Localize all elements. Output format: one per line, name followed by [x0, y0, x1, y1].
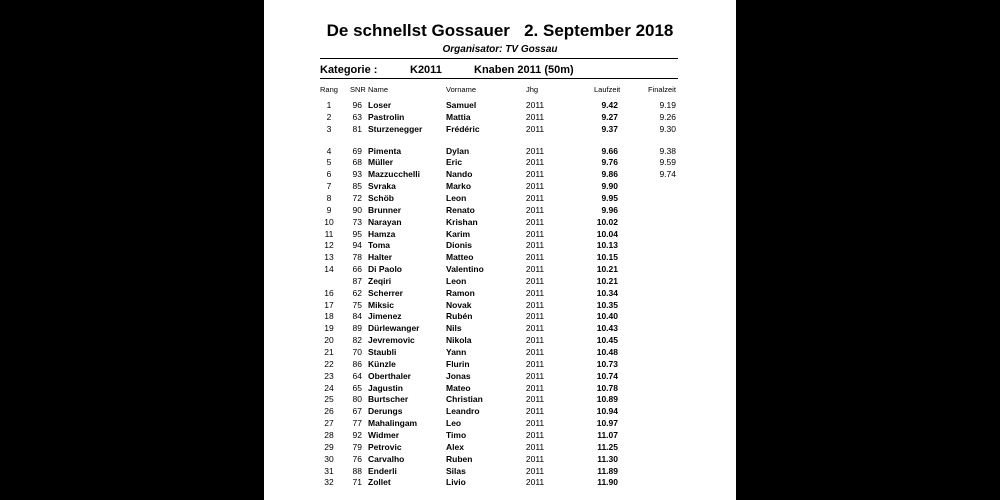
cell-name: Oberthaler — [368, 370, 411, 381]
cell-jhg: 2011 — [525, 453, 545, 464]
cell-vorname: Jonas — [446, 370, 471, 381]
table-row — [264, 240, 736, 252]
cell-jhg: 2011 — [525, 123, 545, 134]
cell-rang: 10 — [324, 216, 334, 227]
cell-laufzeit: 10.35 — [596, 299, 618, 310]
cell-finalzeit: 9.30 — [659, 123, 676, 134]
cell-laufzeit: 10.34 — [596, 287, 618, 298]
cell-name: Sturzenegger — [368, 123, 423, 134]
cell-rang: 3 — [326, 123, 332, 134]
cell-vorname: Samuel — [446, 100, 477, 110]
cell-name: Staubli — [368, 347, 397, 357]
header-snr: SNR — [350, 85, 366, 94]
cell-snr: 93 — [352, 169, 362, 180]
cell-laufzeit: 11.90 — [597, 477, 618, 488]
cell-jhg: 2011 — [525, 323, 545, 334]
results-page — [264, 0, 736, 500]
cell-jhg: 2011 — [525, 418, 545, 429]
cell-vorname: Alex — [446, 441, 464, 452]
table-row — [264, 169, 736, 181]
cell-vorname: Mattia — [446, 111, 471, 122]
cell-laufzeit: 10.78 — [596, 382, 618, 393]
cell-jhg: 2011 — [525, 181, 545, 192]
cell-laufzeit: 9.42 — [601, 100, 618, 110]
cell-jhg: 2011 — [525, 370, 545, 381]
cell-name: Pimenta — [368, 145, 402, 156]
cell-name: Widmer — [368, 429, 400, 440]
cell-rang: 9 — [326, 204, 332, 215]
cell-rang: 21 — [324, 347, 334, 357]
divider-bottom — [320, 78, 678, 79]
cell-jhg: 2011 — [525, 477, 545, 488]
cell-snr: 66 — [352, 264, 362, 275]
cell-name: Scherrer — [368, 287, 403, 298]
table-row — [264, 442, 736, 454]
cell-rang: 19 — [324, 323, 334, 334]
cell-name: Loser — [368, 100, 392, 110]
header-jhg: Jhg — [526, 85, 539, 94]
cell-jhg: 2011 — [525, 465, 545, 476]
cell-rang: 2 — [326, 111, 332, 122]
cell-vorname: Renato — [446, 204, 475, 215]
cell-vorname: Valentino — [446, 264, 484, 275]
table-row — [264, 335, 736, 347]
cell-rang: 4 — [326, 145, 332, 156]
cell-jhg: 2011 — [525, 441, 545, 452]
cell-name: Halter — [368, 252, 393, 263]
cell-jhg: 2011 — [525, 264, 545, 275]
cell-laufzeit: 10.97 — [596, 418, 618, 429]
cell-vorname: Marko — [446, 181, 472, 192]
cell-laufzeit: 9.95 — [601, 192, 618, 203]
cell-snr: 64 — [352, 370, 362, 381]
table-row — [264, 205, 736, 217]
cell-name: Petrovic — [368, 441, 402, 452]
cell-laufzeit: 11.89 — [597, 465, 618, 476]
cell-jhg: 2011 — [525, 358, 545, 369]
table-row — [264, 100, 736, 112]
cell-vorname: Nikola — [446, 335, 472, 346]
cell-laufzeit: 10.45 — [596, 335, 618, 346]
cell-finalzeit: 9.26 — [659, 111, 676, 122]
cell-rang: 32 — [324, 477, 334, 488]
cell-rang: 25 — [324, 394, 334, 405]
cell-jhg: 2011 — [525, 299, 545, 310]
cell-vorname: Novak — [446, 299, 472, 310]
cell-laufzeit: 9.27 — [601, 111, 618, 122]
cell-laufzeit: 10.21 — [596, 275, 618, 286]
cell-name: Jevremovic — [368, 335, 415, 346]
cell-snr: 75 — [352, 299, 362, 310]
table-row — [264, 300, 736, 312]
cell-vorname: Flurin — [446, 358, 470, 369]
cell-vorname: Krishan — [446, 216, 478, 227]
cell-rang: 5 — [326, 157, 332, 168]
cell-name: Mahalingam — [368, 418, 418, 429]
table-row — [264, 157, 736, 169]
cell-rang: 23 — [324, 370, 334, 381]
cell-finalzeit: 9.19 — [659, 100, 676, 110]
table-row — [264, 264, 736, 276]
cell-name: Derungs — [368, 406, 403, 417]
category-description: Knaben 2011 (50m) — [474, 64, 574, 76]
header-laufzeit: Laufzeit — [594, 85, 621, 94]
cell-jhg: 2011 — [525, 252, 545, 263]
cell-jhg: 2011 — [525, 382, 545, 393]
cell-vorname: Leon — [446, 275, 467, 286]
table-row — [264, 406, 736, 418]
table-row — [264, 112, 736, 124]
cell-rang: 11 — [324, 228, 334, 239]
cell-rang: 16 — [324, 287, 334, 298]
cell-snr: 81 — [352, 123, 362, 134]
cell-snr: 63 — [352, 111, 362, 122]
table-row — [264, 146, 736, 158]
cell-snr: 79 — [352, 441, 362, 452]
organizer-line: Organisator: TV Gossau — [442, 44, 558, 55]
cell-laufzeit: 9.86 — [601, 169, 618, 180]
cell-rang: 1 — [326, 100, 332, 110]
cell-jhg: 2011 — [525, 169, 545, 180]
header-name: Name — [368, 85, 389, 94]
cell-name: Enderli — [368, 465, 397, 476]
cell-snr: 77 — [352, 418, 362, 429]
cell-jhg: 2011 — [525, 406, 545, 417]
cell-laufzeit: 9.66 — [601, 145, 618, 156]
cell-laufzeit: 10.02 — [596, 216, 618, 227]
cell-jhg: 2011 — [525, 157, 545, 168]
cell-rang: 20 — [324, 335, 334, 346]
cell-snr: 73 — [352, 216, 362, 227]
cell-snr: 85 — [352, 181, 362, 192]
cell-jhg: 2011 — [525, 240, 545, 251]
table-row — [264, 252, 736, 264]
cell-vorname: Nando — [446, 169, 473, 180]
cell-rang: 27 — [324, 418, 334, 429]
cell-jhg: 2011 — [525, 429, 545, 440]
cell-laufzeit: 10.15 — [596, 252, 618, 263]
cell-snr: 84 — [352, 311, 362, 322]
cell-snr: 90 — [352, 204, 362, 215]
table-row — [264, 181, 736, 193]
table-row — [264, 311, 736, 323]
cell-jhg: 2011 — [525, 192, 545, 203]
table-row — [264, 276, 736, 288]
table-row — [264, 193, 736, 205]
cell-snr: 70 — [352, 347, 362, 357]
cell-rang: 18 — [324, 311, 334, 322]
table-row — [264, 454, 736, 466]
cell-vorname: Ruben — [446, 453, 473, 464]
table-row — [264, 418, 736, 430]
cell-rang: 26 — [324, 406, 334, 417]
cell-snr: 65 — [352, 382, 362, 393]
cell-snr: 72 — [352, 192, 362, 203]
cell-laufzeit: 10.73 — [596, 358, 618, 369]
header-vorname: Vorname — [446, 85, 477, 94]
cell-jhg: 2011 — [525, 228, 545, 239]
cell-laufzeit: 10.48 — [596, 347, 618, 357]
cell-rang: 14 — [324, 264, 334, 275]
cell-vorname: Dionis — [446, 240, 472, 251]
cell-rang: 12 — [324, 240, 334, 251]
cell-laufzeit: 11.07 — [597, 429, 618, 440]
cell-vorname: Yann — [446, 347, 467, 357]
table-row — [264, 359, 736, 371]
cell-rang: 17 — [324, 299, 334, 310]
cell-vorname: Eric — [446, 157, 463, 168]
cell-vorname: Silas — [446, 465, 466, 476]
table-row — [264, 217, 736, 229]
cell-name: Narayan — [368, 216, 402, 227]
cell-name: Di Paolo — [368, 264, 403, 275]
cell-vorname: Dylan — [446, 145, 470, 156]
cell-rang: 8 — [326, 192, 332, 203]
divider-top — [320, 58, 678, 59]
cell-rang: 7 — [326, 181, 332, 192]
cell-vorname: Christian — [446, 394, 483, 405]
cell-vorname: Leon — [446, 192, 467, 203]
table-row — [264, 466, 736, 478]
cell-laufzeit: 9.37 — [601, 123, 618, 134]
cell-name: Svraka — [368, 181, 396, 192]
cell-snr: 96 — [352, 100, 362, 110]
table-row — [264, 394, 736, 406]
cell-snr: 92 — [352, 429, 362, 440]
cell-jhg: 2011 — [525, 145, 545, 156]
cell-snr: 82 — [352, 335, 362, 346]
cell-name: Pastrolin — [368, 111, 405, 122]
cell-name: Mazzucchelli — [368, 169, 420, 180]
cell-laufzeit: 10.74 — [596, 370, 618, 381]
cell-snr: 76 — [352, 453, 362, 464]
cell-name: Künzle — [368, 358, 396, 369]
cell-jhg: 2011 — [525, 394, 545, 405]
cell-name: Schöb — [368, 192, 394, 203]
cell-jhg: 2011 — [525, 275, 545, 286]
cell-snr: 89 — [352, 323, 362, 334]
cell-rang: 29 — [324, 441, 334, 452]
cell-vorname: Frédéric — [446, 123, 480, 134]
table-row — [264, 229, 736, 241]
cell-jhg: 2011 — [525, 204, 545, 215]
cell-vorname: Rubén — [446, 311, 473, 322]
cell-snr: 71 — [352, 477, 362, 488]
cell-vorname: Nils — [446, 323, 462, 334]
table-row — [264, 347, 736, 359]
table-row — [264, 371, 736, 383]
cell-laufzeit: 10.43 — [596, 323, 618, 334]
table-row — [264, 477, 736, 489]
category-label: Kategorie : — [320, 64, 378, 76]
cell-snr: 68 — [352, 157, 362, 168]
cell-name: Toma — [368, 240, 391, 251]
cell-rang: 31 — [324, 465, 334, 476]
cell-name: Miksic — [368, 299, 394, 310]
cell-jhg: 2011 — [525, 100, 545, 110]
cell-finalzeit: 9.74 — [659, 169, 676, 180]
cell-laufzeit: 10.13 — [596, 240, 618, 251]
table-row — [264, 430, 736, 442]
cell-name: Zeqiri — [368, 275, 392, 286]
cell-vorname: Leandro — [446, 406, 480, 417]
cell-jhg: 2011 — [525, 311, 545, 322]
cell-rang: 22 — [324, 358, 334, 369]
cell-name: Brunner — [368, 204, 402, 215]
cell-laufzeit: 10.40 — [596, 311, 618, 322]
cell-snr: 80 — [352, 394, 362, 405]
header-finalzeit: Finalzeit — [648, 85, 676, 94]
cell-snr: 78 — [352, 252, 362, 263]
cell-name: Carvalho — [368, 453, 405, 464]
cell-vorname: Matteo — [446, 252, 474, 263]
cell-jhg: 2011 — [525, 335, 545, 346]
cell-name: Zollet — [368, 477, 391, 488]
cell-rang: 30 — [324, 453, 334, 464]
table-row — [264, 124, 736, 136]
cell-laufzeit: 9.96 — [601, 204, 618, 215]
cell-snr: 67 — [352, 406, 362, 417]
page-title: De schnellst Gossauer 2. September 2018 — [326, 21, 674, 40]
cell-laufzeit: 11.25 — [597, 441, 618, 452]
cell-vorname: Karim — [446, 228, 471, 239]
cell-snr: 87 — [352, 275, 362, 286]
cell-rang: 6 — [326, 169, 332, 180]
cell-name: Jimenez — [368, 311, 402, 322]
cell-jhg: 2011 — [525, 216, 545, 227]
cell-vorname: Livio — [446, 477, 466, 488]
cell-jhg: 2011 — [525, 111, 545, 122]
cell-laufzeit: 10.21 — [596, 264, 618, 275]
cell-jhg: 2011 — [525, 287, 545, 298]
cell-name: Hamza — [368, 228, 396, 239]
cell-name: Burtscher — [368, 394, 409, 405]
cell-vorname: Timo — [446, 429, 467, 440]
cell-laufzeit: 10.94 — [596, 406, 618, 417]
cell-snr: 69 — [352, 145, 362, 156]
table-row — [264, 288, 736, 300]
cell-jhg: 2011 — [525, 347, 545, 357]
cell-vorname: Ramon — [446, 287, 475, 298]
cell-name: Müller — [368, 157, 394, 168]
cell-finalzeit: 9.38 — [659, 145, 676, 156]
cell-rang: 28 — [324, 429, 334, 440]
cell-laufzeit: 10.04 — [596, 228, 618, 239]
cell-laufzeit: 9.76 — [601, 157, 618, 168]
cell-laufzeit: 9.90 — [601, 181, 618, 192]
cell-snr: 94 — [352, 240, 362, 251]
header-rang: Rang — [320, 85, 338, 94]
table-row — [264, 383, 736, 395]
cell-vorname: Leo — [446, 418, 462, 429]
cell-laufzeit: 11.30 — [597, 453, 618, 464]
table-header — [264, 85, 736, 97]
cell-rang: 24 — [324, 382, 334, 393]
cell-snr: 62 — [352, 287, 362, 298]
cell-laufzeit: 10.89 — [596, 394, 618, 405]
cell-vorname: Mateo — [446, 382, 471, 393]
cell-finalzeit: 9.59 — [659, 157, 676, 168]
cell-rang: 13 — [324, 252, 334, 263]
cell-name: Dürlewanger — [368, 323, 420, 334]
cell-snr: 95 — [352, 228, 362, 239]
table-row — [264, 323, 736, 335]
cell-snr: 86 — [352, 358, 362, 369]
cell-snr: 88 — [352, 465, 362, 476]
category-code: K2011 — [410, 64, 442, 76]
cell-name: Jagustin — [368, 382, 403, 393]
